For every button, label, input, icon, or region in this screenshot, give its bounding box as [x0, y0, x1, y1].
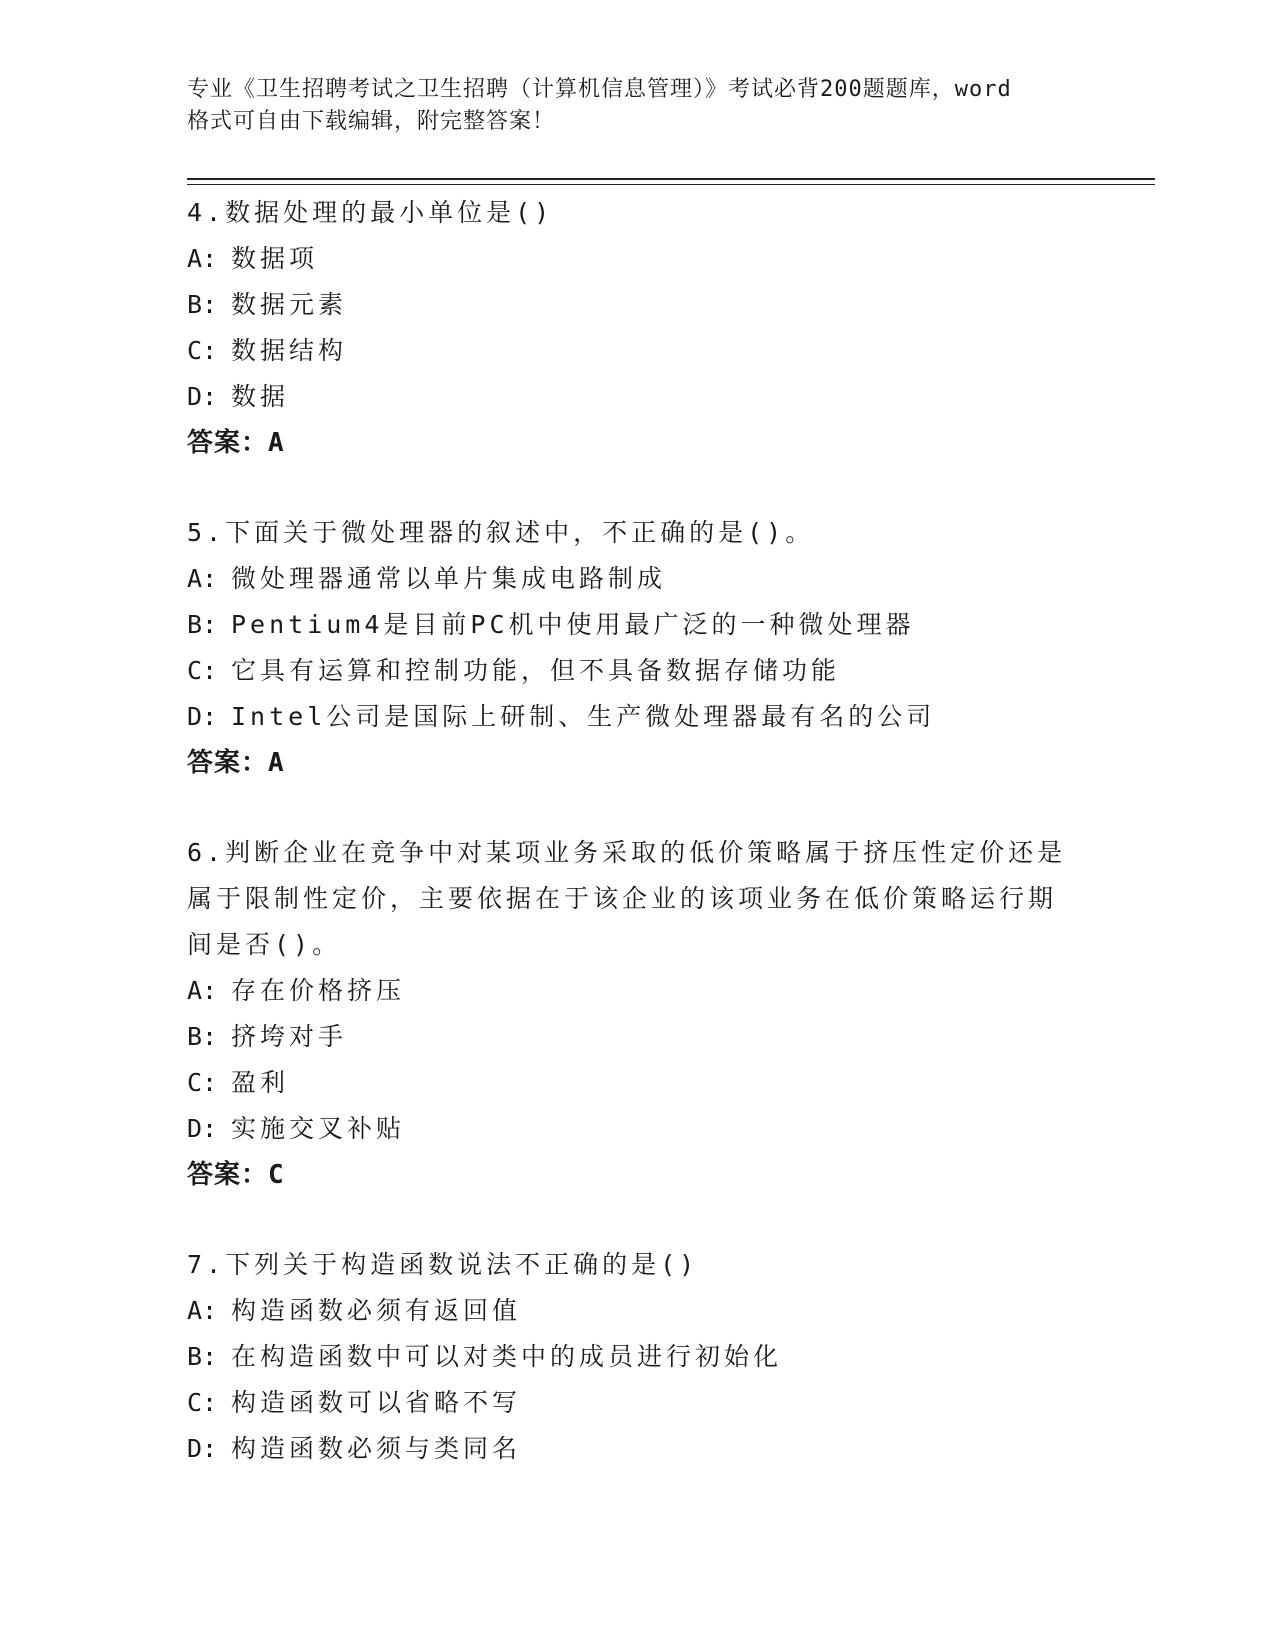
question-list	[187, 190, 1087, 1472]
question-6	[187, 830, 1087, 1198]
header-divider-thick	[187, 178, 1155, 180]
option-b	[187, 1334, 1087, 1380]
question-4	[187, 190, 1087, 466]
option-key: D:	[187, 382, 218, 411]
option-d	[187, 374, 1087, 420]
option-key: B:	[187, 610, 218, 639]
option-text: 构造函数必须有返回值	[231, 1296, 522, 1325]
option-a	[187, 556, 1087, 602]
answer-line: 答案：C	[187, 1160, 285, 1190]
option-key: D:	[187, 1434, 218, 1463]
option-key: B:	[187, 290, 218, 319]
option-a	[187, 1288, 1087, 1334]
option-d	[187, 694, 1087, 740]
question-stem-line-1: 6.判断企业在竞争中对某项业务采取的低价策略属于挤压性定价还是	[187, 838, 1067, 867]
option-text: 微处理器通常以单片集成电路制成	[231, 564, 667, 593]
option-key: C:	[187, 1068, 218, 1097]
answer-line: 答案：A	[187, 428, 285, 458]
option-key: D:	[187, 702, 218, 731]
option-b	[187, 282, 1087, 328]
question-7	[187, 1242, 1087, 1472]
option-text: 它具有运算和控制功能，但不具备数据存储功能	[231, 656, 841, 685]
option-key: D:	[187, 1114, 218, 1143]
option-key: A:	[187, 1296, 218, 1325]
option-c	[187, 648, 1087, 694]
question-stem: 4.数据处理的最小单位是()	[187, 198, 554, 227]
option-text: Pentium4是目前PC机中使用最广泛的一种微处理器	[231, 610, 915, 639]
question-spacer	[187, 1198, 1087, 1242]
option-text: 挤垮对手	[231, 1022, 348, 1051]
option-key: A:	[187, 244, 218, 273]
header-divider-thin	[187, 184, 1155, 185]
option-d	[187, 1426, 1087, 1472]
option-text: 数据项	[231, 244, 319, 273]
option-c	[187, 328, 1087, 374]
option-key: B:	[187, 1022, 218, 1051]
option-c	[187, 1060, 1087, 1106]
option-key: A:	[187, 564, 218, 593]
option-text: 数据元素	[231, 290, 348, 319]
option-key: A:	[187, 976, 218, 1005]
question-stem: 5.下面关于微处理器的叙述中，不正确的是()。	[187, 518, 815, 547]
header-line-1: 专业《卫生招聘考试之卫生招聘（计算机信息管理）》考试必背200题题库，word	[187, 77, 1012, 102]
option-text: 盈利	[231, 1068, 290, 1097]
option-b	[187, 602, 1087, 648]
question-5	[187, 510, 1087, 786]
question-spacer	[187, 786, 1087, 830]
question-stem: 7.下列关于构造函数说法不正确的是()	[187, 1250, 699, 1279]
option-a	[187, 236, 1087, 282]
option-text: 构造函数可以省略不写	[231, 1388, 522, 1417]
option-text: 在构造函数中可以对类中的成员进行初始化	[231, 1342, 783, 1371]
option-b	[187, 1014, 1087, 1060]
option-text: 构造函数必须与类同名	[231, 1434, 522, 1463]
option-text: 实施交叉补贴	[231, 1114, 406, 1143]
option-text: Intel公司是国际上研制、生产微处理器最有名的公司	[231, 702, 936, 731]
option-d	[187, 1106, 1087, 1152]
option-key: C:	[187, 656, 218, 685]
question-spacer	[187, 466, 1087, 510]
question-stem-line-3: 间是否()。	[187, 930, 342, 959]
option-key: C:	[187, 336, 218, 365]
document-header	[187, 74, 1087, 138]
option-key: B:	[187, 1342, 218, 1371]
header-line-2: 格式可自由下载编辑，附完整答案！	[187, 109, 556, 134]
option-key: C:	[187, 1388, 218, 1417]
option-a	[187, 968, 1087, 1014]
question-stem-line-2: 属于限制性定价，主要依据在于该企业的该项业务在低价策略运行期	[187, 884, 1058, 913]
option-text: 数据结构	[231, 336, 348, 365]
option-text: 存在价格挤压	[231, 976, 406, 1005]
option-text: 数据	[231, 382, 290, 411]
option-c	[187, 1380, 1087, 1426]
answer-line: 答案：A	[187, 748, 285, 778]
